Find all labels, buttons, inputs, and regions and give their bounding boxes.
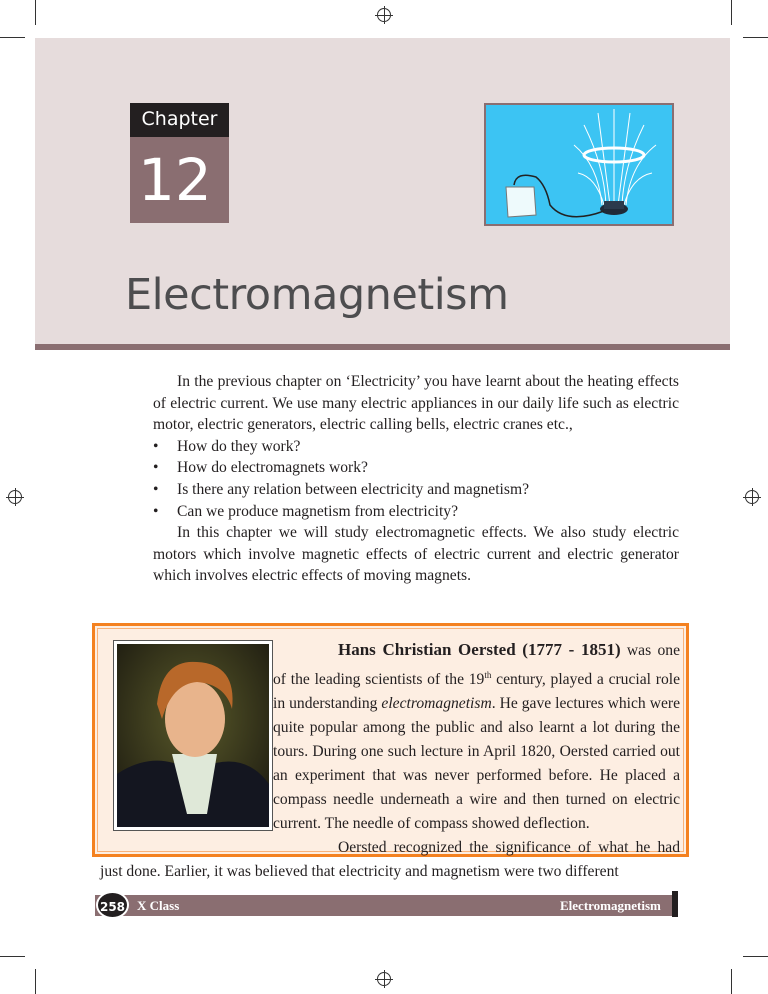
bio-text: century, played a crucial role in understanding: [273, 671, 680, 713]
chapter-number: 12: [130, 137, 229, 223]
bio-text: was one of the leading scientists of the 19: [273, 642, 680, 689]
crop-mark: [731, 0, 732, 25]
oersted-portrait: [113, 640, 273, 831]
crop-mark: [731, 969, 732, 994]
registration-mark-icon: [8, 490, 22, 504]
crop-mark: [743, 956, 768, 957]
bio-sup: th: [484, 670, 492, 680]
intro-paragraph: In the previous chapter on ‘Electricity’ you have learnt about the heating effects of electric current. We use many electric appliances in our daily life such as electric motor, electric generators, electric calling bells, electric cranes etc.,: [153, 373, 679, 434]
scientist-name: Hans Christian Oersted (1777 - 1851): [338, 640, 621, 659]
chapter-label: Chapter: [130, 103, 229, 137]
crop-mark: [35, 969, 36, 994]
chapter-title: Electromagnetism: [125, 270, 509, 320]
footer-end-mark: [672, 891, 678, 917]
crop-mark: [743, 37, 768, 38]
question-item: • Can we produce magnetism from electricity?: [153, 501, 679, 523]
intro-paragraph: In this chapter we will study electromagnetic effects. We also study electric motors which involve magnetic effects of electric current and electric generator which involves electric effects of moving magnets.: [153, 524, 679, 585]
bio-emphasis: electromagnetism: [381, 695, 492, 713]
question-item: • How do electromagnets work?: [153, 457, 679, 479]
electromagnet-illustration: [484, 103, 674, 226]
bio-paragraph: Oersted recognized the significance of what he had just done. Earlier, it was believed that electricity and magnetism were two different: [100, 839, 680, 881]
registration-mark-icon: [745, 490, 759, 504]
question-item: • Is there any relation between electricity and magnetism?: [153, 479, 679, 501]
registration-mark-icon: [377, 972, 391, 986]
crop-mark: [0, 37, 25, 38]
crop-mark: [0, 956, 25, 957]
registration-mark-icon: [377, 8, 391, 22]
crop-mark: [35, 0, 36, 25]
question-list: [153, 436, 679, 522]
intro-section: [153, 371, 679, 587]
question-item: • How do they work?: [153, 436, 679, 458]
class-label: X Class: [137, 898, 180, 913]
header-divider: [35, 344, 730, 350]
footer-chapter-title: Electromagnetism: [560, 898, 661, 913]
bio-text: . He gave lectures which were quite popular among the public and also learnt a lot during the tours. During one such lecture in April 1820, Oersted carried out an experiment that was never performed before. He placed a compass needle underneath a wire and then turned on electric current. The needle of compass showed deflection.: [273, 695, 680, 833]
page-number: 258: [96, 891, 129, 919]
